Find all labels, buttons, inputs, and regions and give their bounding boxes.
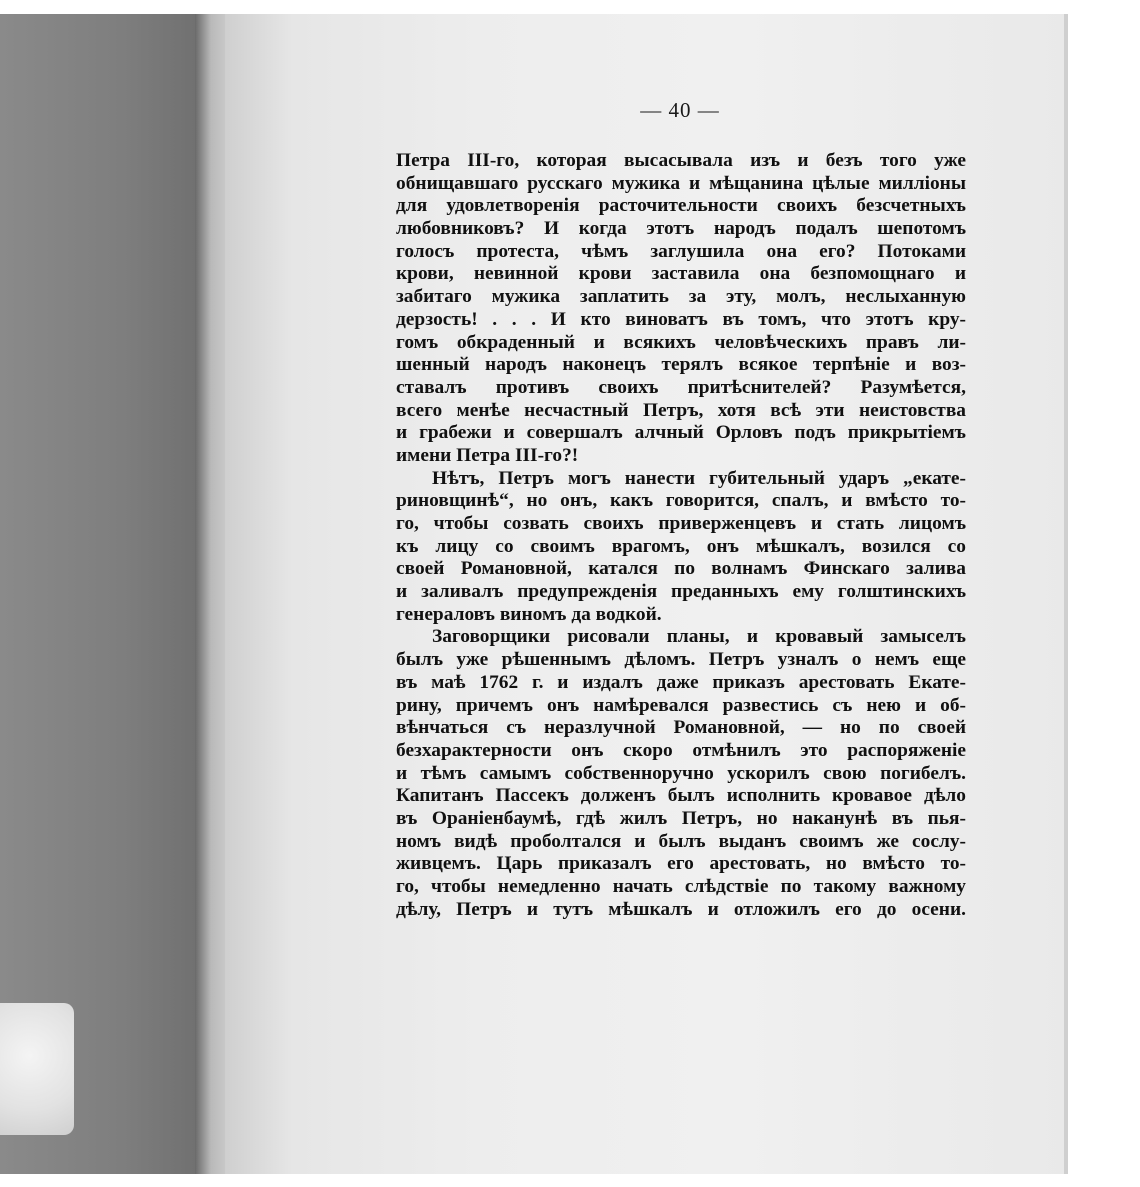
text-line: го, чтобы немедленно начать слѣдствіе по такому важному: [396, 876, 966, 897]
text-line: Петра III-го, которая высасывала изъ и безъ того уже: [396, 150, 966, 171]
text-line: Заговорщики рисовали планы, и кровавый замыселъ: [432, 626, 966, 648]
text-line: крови, невинной крови заставила она безпомощнаго и: [396, 263, 966, 285]
text-line: своей Романовной, катался по волнамъ Финскаго залива: [396, 558, 966, 580]
text-line: шенный народъ наконецъ терялъ всякое терпѣніе и воз-: [396, 354, 966, 376]
text-line: и грабежи и совершалъ алчный Орловъ подъ прикрытіемъ: [396, 422, 966, 444]
text-line: го, чтобы созвать своихъ приверженцевъ и стать лицомъ: [396, 513, 966, 534]
text-line: безхарактерности онъ скоро отмѣнилъ это распоряженіе: [396, 739, 966, 761]
text-line: былъ уже рѣшеннымъ дѣломъ. Петръ узналъ о немъ еще: [396, 649, 966, 671]
text-line: забитаго мужика заплатить за эту, молъ, неслыханную: [396, 286, 966, 308]
page-number: — 40 —: [640, 98, 720, 122]
text-line: гомъ обкраденный и всякихъ человѣческихъ правъ ли-: [396, 331, 966, 353]
text-line: и заливалъ предупрежденія преданныхъ ему голштинскихъ: [396, 581, 966, 603]
text-line: въ Ораніенбаумѣ, гдѣ жилъ Петръ, но наканунѣ въ пья-: [396, 807, 966, 829]
text-line: обнищавшаго русскаго мужика и мѣщанина цѣлые милліоны: [396, 172, 966, 194]
text-line: генераловъ виномъ да водкой.: [396, 603, 662, 625]
text-line: имени Петра III-го?!: [396, 444, 579, 466]
text-line: Нѣтъ, Петръ могъ нанести губительный ударъ „екате-: [432, 467, 966, 489]
text-line: рину, причемъ онъ намѣревался развестись съ нею и об-: [396, 694, 966, 716]
page-edge: [1064, 14, 1068, 1174]
text-line: вѣнчаться съ неразлучной Романовной, — но по своей: [396, 717, 966, 739]
text-line: всего менѣе несчастный Петръ, хотя всѣ эти неистовства: [396, 399, 966, 421]
text-line: живцемъ. Царь приказалъ его арестовать, но вмѣсто то-: [396, 853, 966, 875]
page-body-text: [396, 150, 966, 921]
text-line: риновщинѣ“, но онъ, какъ говорится, спалъ, и вмѣсто то-: [396, 490, 966, 512]
text-line: дѣлу, Петръ и тутъ мѣшкалъ и отложилъ его до осени.: [396, 898, 966, 920]
cover-label-sticker: [0, 1003, 74, 1135]
text-line: и тѣмъ самымъ собственноручно ускорилъ свою погибелъ.: [396, 762, 966, 784]
text-line: Капитанъ Пассекъ долженъ былъ исполнить кровавое дѣло: [396, 785, 966, 807]
text-line: въ маѣ 1762 г. и издалъ даже приказъ арестовать Екате-: [396, 671, 966, 693]
text-line: дерзость! . . . И кто виноватъ въ томъ, что этотъ кру-: [396, 308, 966, 330]
text-line: для удовлетворенія расточительности своихъ безсчетныхъ: [396, 195, 966, 217]
text-line: ставалъ противъ своихъ притѣснителей? Разумѣется,: [396, 376, 966, 398]
text-line: номъ видѣ проболтался и былъ выданъ своимъ же сослу-: [396, 830, 966, 852]
text-line: любовниковъ? И когда этотъ народъ подалъ шепотомъ: [396, 218, 966, 240]
text-line: голосъ протеста, чѣмъ заглушила она его? Потоками: [396, 240, 966, 262]
text-line: къ лицу со своимъ врагомъ, онъ мѣшкалъ, возился со: [396, 535, 966, 557]
book-cover: [0, 14, 205, 1174]
